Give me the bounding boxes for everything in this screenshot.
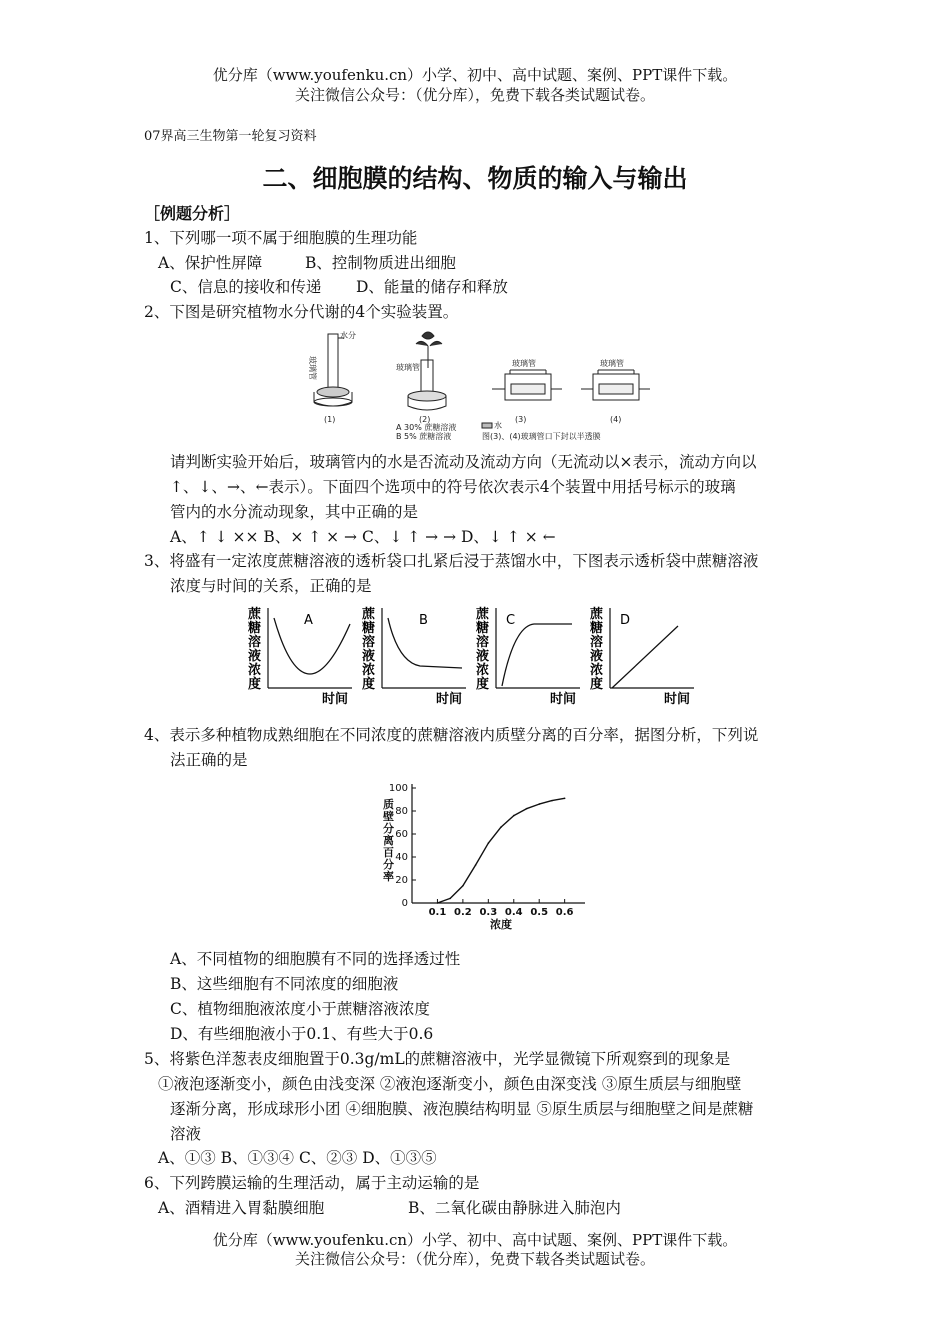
- data-point: [551, 800, 553, 802]
- data-point: [500, 826, 502, 828]
- q3-ylabel-char: 糖: [248, 621, 262, 636]
- q3-ylabel-char: 溶: [590, 635, 604, 650]
- q4-chart: [375, 778, 595, 938]
- label-apparatus-1: (1): [324, 415, 336, 424]
- legend-water: 水: [494, 421, 502, 430]
- q2-paragraph-1: 请判断实验开始后，玻璃管内的水是否流动及流动方向（无流动以×表示，流动方向以: [170, 453, 757, 471]
- q3-ylabel-char: 糖: [590, 621, 604, 636]
- x-tick-label: 0.1: [428, 907, 447, 918]
- q6-option-b: B、二氧化碳由静脉进入肺泡内: [408, 1199, 621, 1217]
- q3-graph-label: A: [304, 613, 313, 628]
- q3-ylabel-char: 蔗: [590, 607, 604, 622]
- q3-graph-label: C: [506, 613, 516, 628]
- x-tick-label: 0.6: [555, 907, 574, 918]
- x-tick-label: 0.2: [454, 907, 472, 918]
- label-apparatus-3: (3): [515, 415, 527, 424]
- header-line-2: 关注微信公众号：（优分库），免费下载各类试题试卷。: [294, 86, 655, 104]
- data-point: [437, 902, 439, 904]
- chart-xlabel: 浓度: [490, 918, 513, 931]
- data-point: [526, 808, 528, 810]
- q1-option-c: C、信息的接收和传递: [170, 278, 322, 296]
- chart-ylabel-char: 壁: [383, 810, 394, 823]
- legend-note: 图(3)、(4)玻璃管口下封以半透膜: [482, 432, 601, 441]
- data-point: [538, 803, 540, 805]
- label-tube-2: 玻璃管: [396, 363, 420, 372]
- q3-ylabel-char: 浓: [248, 663, 262, 678]
- chart-ylabel-char: 率: [383, 870, 394, 883]
- chart-ylabel-char: 质: [383, 798, 394, 811]
- q5-line-2: ①液泡逐渐变小，颜色由浅变深 ②液泡逐渐变小，颜色由深变浅 ③原生质层与细胞壁: [158, 1075, 742, 1093]
- q3-curve: [502, 624, 572, 686]
- q3-ylabel-char: 溶: [476, 635, 490, 650]
- section-heading: ［例题分析］: [144, 204, 241, 223]
- q3-ylabel-char: 液: [248, 649, 262, 664]
- x-tick-label: 0.3: [479, 907, 498, 918]
- q3-ylabel-char: 蔗: [476, 607, 490, 622]
- q3-ylabel-char: 浓: [362, 663, 376, 678]
- q3-xlabel: 时间: [550, 692, 577, 707]
- q1-option-b: B、控制物质进出细胞: [305, 254, 456, 272]
- q3-curve: [612, 626, 678, 688]
- x-tick-label: 0.4: [504, 907, 523, 918]
- legend-a: A 30% 蔗糖溶液: [396, 423, 457, 432]
- q3-ylabel-char: 浓: [476, 663, 490, 678]
- q4-line-1: 4、表示多种植物成熟细胞在不同浓度的蔗糖溶液内质壁分离的百分率，据图分析，下列说: [144, 726, 759, 744]
- q4-line-2: 法正确的是: [170, 751, 248, 769]
- q3-xlabel: 时间: [436, 692, 463, 707]
- data-point: [449, 898, 451, 900]
- q5-options: A、①③ B、①③④ C、②③ D、①③⑤: [158, 1149, 437, 1167]
- chart-ylabel-char: 百: [383, 846, 394, 859]
- label-water: 水分: [340, 331, 356, 340]
- footer-line-2: 关注微信公众号：（优分库），免费下载各类试题试卷。: [294, 1250, 655, 1268]
- data-point: [564, 798, 566, 800]
- apparatus-4: [581, 370, 650, 400]
- chart-ylabel-char: 分: [383, 822, 394, 835]
- page-title: 二、细胞膜的结构、物质的输入与输出: [262, 164, 688, 193]
- q1-stem: 1、下列哪一项不属于细胞膜的生理功能: [144, 229, 418, 247]
- doc-subtitle: 07界高三生物第一轮复习资料: [144, 129, 317, 144]
- q3-ylabel-char: 浓: [590, 663, 604, 678]
- y-tick-label: 20: [395, 875, 408, 886]
- q3-graph-A: [247, 606, 352, 707]
- data-point: [462, 885, 464, 887]
- q4-option-c: C、植物细胞液浓度小于蔗糖溶液浓度: [170, 1000, 430, 1018]
- label-apparatus-2: (2): [419, 415, 431, 424]
- q2-paragraph-3: 管内的水分流动现象，其中正确的是: [170, 503, 419, 521]
- legend-b: B 5% 蔗糖溶液: [396, 432, 452, 441]
- data-point: [475, 864, 477, 866]
- data-point: [513, 815, 515, 817]
- y-tick-label: 60: [395, 829, 408, 840]
- x-tick-label: 0.5: [530, 907, 549, 918]
- data-point: [488, 842, 490, 844]
- q3-graph-label: B: [419, 613, 428, 628]
- q1-option-a: A、保护性屏障: [158, 254, 263, 272]
- q3-graph-label: D: [620, 613, 631, 628]
- q3-graph-D: [589, 606, 694, 707]
- q5-line-3: 逐渐分离，形成球形小团 ④细胞膜、液泡膜结构明显 ⑤原生质层与细胞壁之间是蔗糖: [170, 1100, 754, 1118]
- series-line: [437, 798, 564, 903]
- q3-graph-C: [475, 606, 580, 707]
- q5-line-1: 5、将紫色洋葱表皮细胞置于0.3g/mL的蔗糖溶液中，光学显微镜下所观察到的现象是: [144, 1050, 731, 1068]
- label-tube-1: 玻璃管: [308, 356, 317, 380]
- apparatus-3: [492, 370, 562, 400]
- q4-option-a: A、不同植物的细胞膜有不同的选择透过性: [170, 950, 461, 968]
- q3-graph-B: [361, 606, 466, 707]
- q5-line-4: 溶液: [170, 1125, 202, 1143]
- q3-ylabel-char: 糖: [362, 621, 376, 636]
- q3-graphs: [240, 604, 710, 708]
- q3-xlabel: 时间: [664, 692, 691, 707]
- label-tube-4: 玻璃管: [600, 359, 624, 368]
- y-tick-label: 0: [401, 898, 408, 909]
- q3-ylabel-char: 液: [362, 649, 376, 664]
- q3-ylabel-char: 液: [590, 649, 604, 664]
- q3-ylabel-char: 糖: [476, 621, 490, 636]
- q3-line-2: 浓度与时间的关系，正确的是: [170, 577, 372, 595]
- y-tick-label: 80: [395, 806, 408, 817]
- y-tick-label: 100: [388, 783, 408, 794]
- q3-ylabel-char: 液: [476, 649, 490, 664]
- label-apparatus-4: (4): [610, 415, 622, 424]
- q3-ylabel-char: 蔗: [362, 607, 376, 622]
- q3-ylabel-char: 溶: [362, 635, 376, 650]
- q2-paragraph-2: ↑、↓、→、←表示）。下面四个选项中的符号依次表示4个装置中用括号标示的玻璃: [170, 478, 736, 496]
- q3-ylabel-char: 溶: [248, 635, 262, 650]
- q6-stem: 6、下列跨膜运输的生理活动，属于主动运输的是: [144, 1174, 480, 1192]
- q3-ylabel-char: 度: [476, 677, 490, 692]
- q3-ylabel-char: 蔗: [248, 607, 262, 622]
- q4-option-b: B、这些细胞有不同浓度的细胞液: [170, 975, 399, 993]
- q3-ylabel-char: 度: [248, 677, 262, 692]
- q2-apparatus-figure: [300, 326, 660, 444]
- apparatus-1: [314, 334, 352, 406]
- header-line-1: 优分库（www.youfenku.cn）小学、初中、高中试题、案例、PPT课件下载。: [212, 66, 738, 84]
- q1-option-d: D、能量的储存和释放: [356, 278, 508, 296]
- q2-stem: 2、下图是研究植物水分代谢的4个实验装置。: [144, 303, 459, 321]
- q3-xlabel: 时间: [322, 692, 349, 707]
- y-tick-label: 40: [395, 852, 408, 863]
- q6-option-a: A、酒精进入胃黏膜细胞: [158, 1199, 325, 1217]
- footer-line-1: 优分库（www.youfenku.cn）小学、初中、高中试题、案例、PPT课件下载。: [212, 1231, 738, 1249]
- q2-options: A、↑ ↓ ×× B、× ↑ × → C、↓ ↑ → → D、↓ ↑ × ←: [170, 528, 556, 546]
- q3-ylabel-char: 度: [590, 677, 604, 692]
- label-tube-3: 玻璃管: [512, 359, 536, 368]
- q4-option-d: D、有些细胞液小于0.1、有些大于0.6: [170, 1025, 434, 1043]
- chart-ylabel-char: 离: [383, 834, 394, 847]
- chart-ylabel-char: 分: [383, 858, 394, 871]
- q3-line-1: 3、将盛有一定浓度蔗糖溶液的透析袋口扎紧后浸于蒸馏水中，下图表示透析袋中蔗糖溶液: [144, 552, 759, 570]
- q3-ylabel-char: 度: [362, 677, 376, 692]
